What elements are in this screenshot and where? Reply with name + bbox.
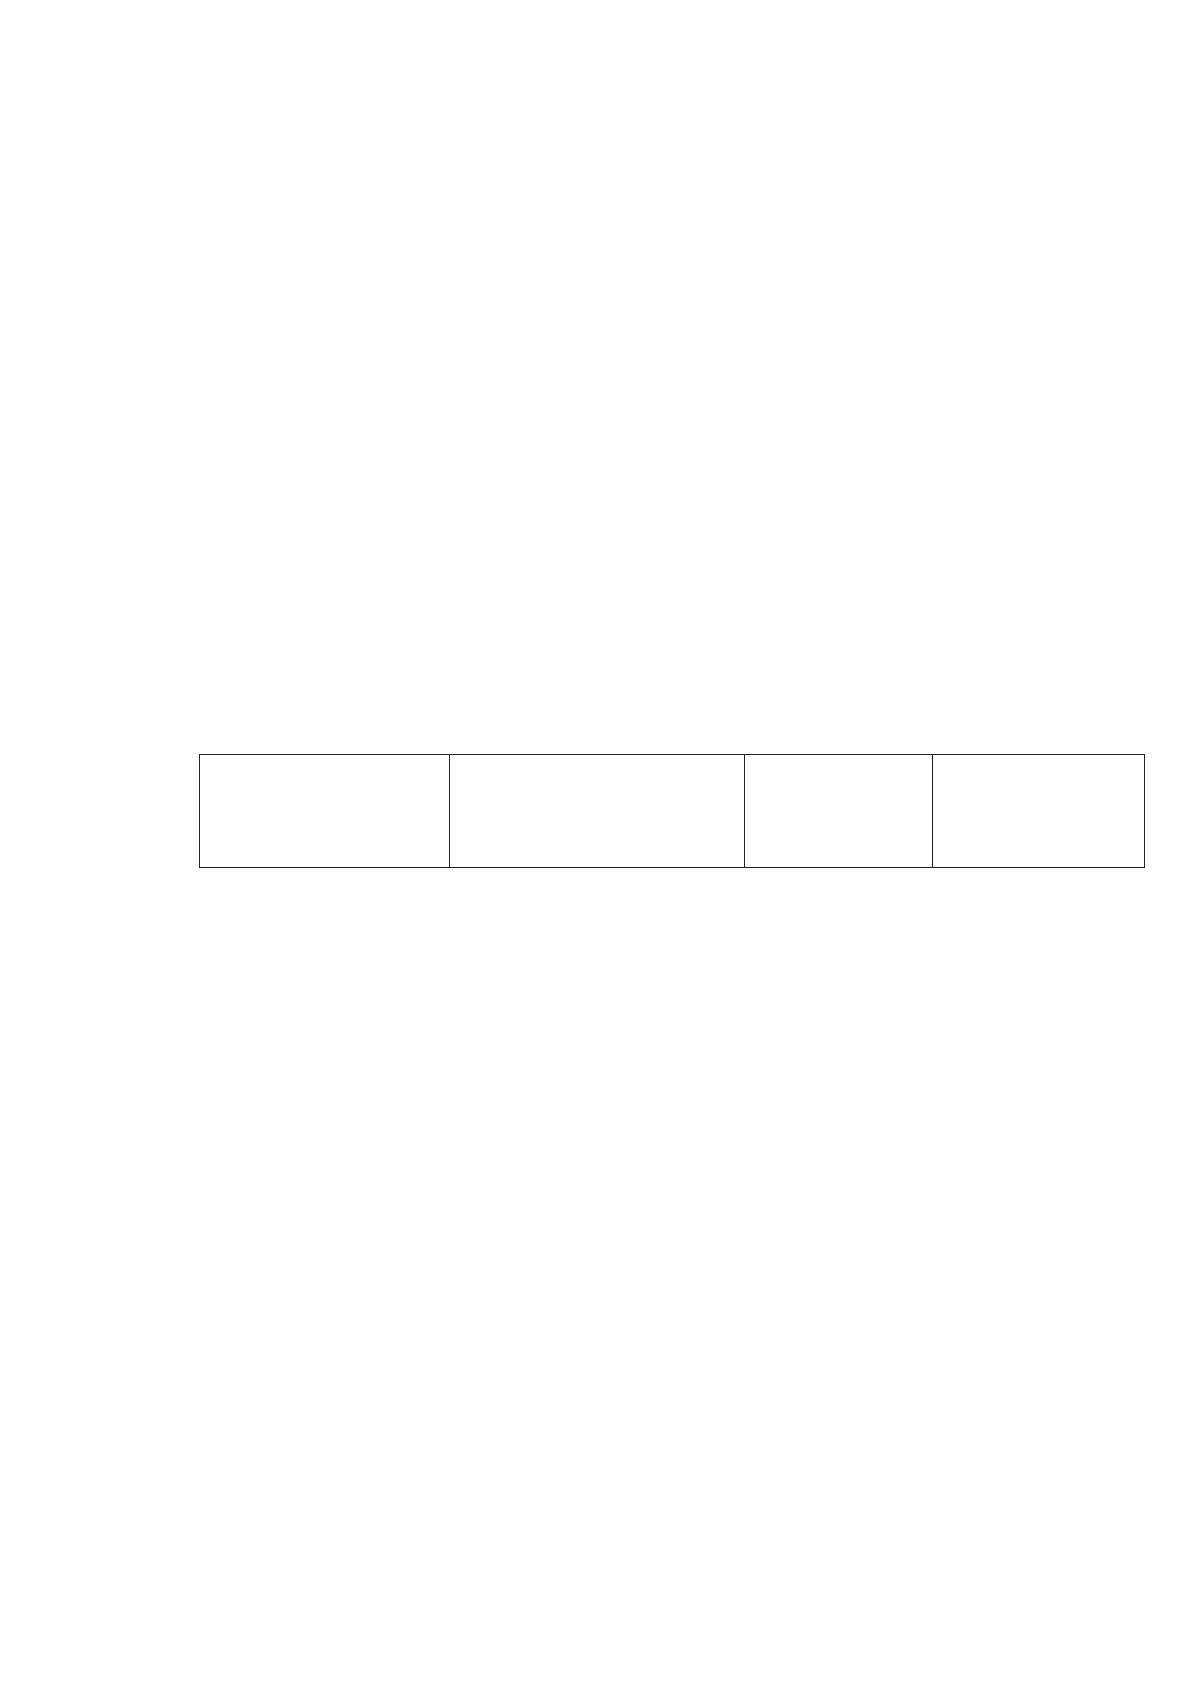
hot-water-tariff-table [199,754,1145,868]
header-energy-component [933,755,1145,868]
header-period [449,755,745,868]
table-header-row [200,755,1145,868]
header-coolant-component [745,755,933,868]
header-organization [200,755,450,868]
